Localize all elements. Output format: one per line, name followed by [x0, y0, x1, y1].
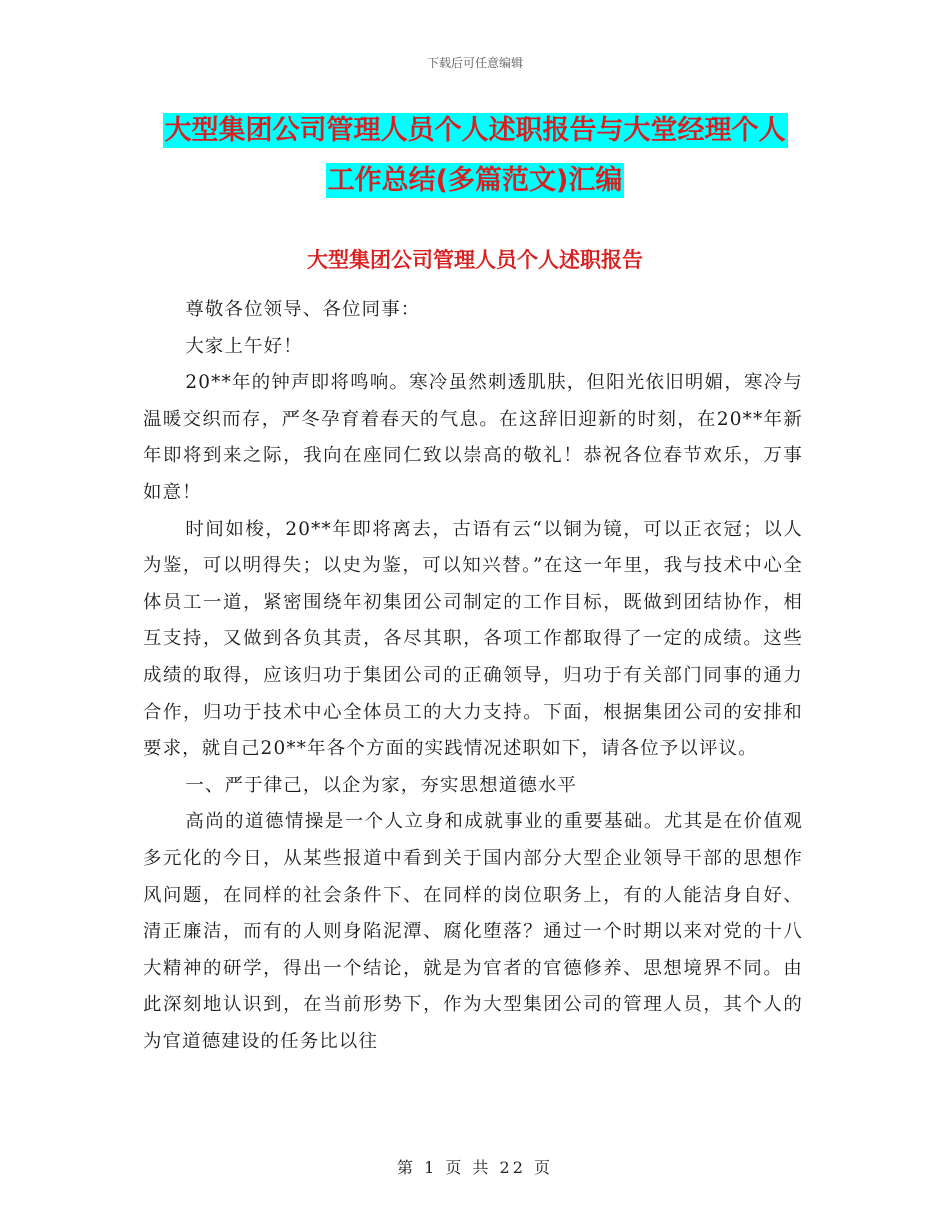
- paragraph: 高尚的道德情操是一个人立身和成就事业的重要基础。尤其是在价值观多元化的今日，从某些报道中看到关于国内部分大型企业领导干部的思想作风问题，在同样的社会条件下、在同样的岗位职务上，有的人能洁身自好、清正廉洁，而有的人则身陷泥潭、腐化堕落？通过一个时期以来对党的十八大精神的研学，得出一个结论，就是为官者的官德修养、思想境界不同。由此深刻地认识到，在当前形势下，作为大型集团公司的管理人员，其个人的为官道德建设的任务比以往: [143, 811, 803, 1052]
- paragraph: 时间如梭，20**年即将离去，古语有云“以铜为镜，可以正衣冠；以人为鉴，可以明得失；以史为鉴，可以知兴替。”在这一年里，我与技术中心全体员工一道，紧密围绕年初集团公司制定的工作目标，既做到团结协作，相互支持，又做到各负其责，各尽其职，各项工作都取得了一定的成绩。这些成绩的取得，应该归功于集团公司的正确领导，归功于有关部门同事的通力合作，归功于技术中心全体员工的大力支持。下面，根据集团公司的安排和要求，就自己20**年各个方面的实践情况述职如下，请各位予以评议。: [143, 518, 803, 760]
- greeting: 大家上午好！: [185, 335, 303, 357]
- section-title: 大型集团公司管理人员个人述职报告: [307, 248, 643, 272]
- paragraph: 20**年的钟声即将鸣响。寒冷虽然刺透肌肤，但阳光依旧明媚，寒冷与温暖交织而存，严冬孕育着春天的气息。在这辞旧迎新的时刻，在20**年新年即将到来之际，我向在座同仁致以崇高的敬礼！恭祝各位春节欢乐，万事如意！: [143, 372, 803, 503]
- document-title-line-1: 大型集团公司管理人员个人述职报告与大堂经理个人: [164, 115, 786, 146]
- salutation: 尊敬各位领导、各位同事：: [185, 299, 421, 320]
- page-number: 第 1 页 共 22 页: [397, 1158, 553, 1177]
- document-title-line-2: 工作总结(多篇范文)汇编: [327, 165, 623, 196]
- document-title: [0, 106, 950, 206]
- subheading: 一、严于律己，以企为家，夯实思想道德水平: [185, 774, 578, 796]
- page-header-note: 下载后可任意编辑: [426, 56, 523, 70]
- document-body: [143, 292, 803, 1060]
